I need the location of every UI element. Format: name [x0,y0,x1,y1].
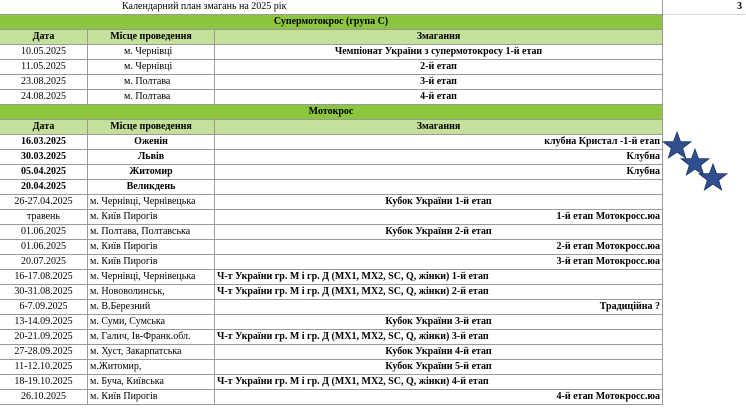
event-cell[interactable]: Ч-т України гр. М і гр. Д (МХ1, МХ2, SC, Q, жінки) 2-й етап [215,285,663,300]
date-cell[interactable]: 24.08.2025 [0,90,88,105]
venue-cell[interactable]: м. Чернівці, Чернівецька [88,195,215,210]
column-header-venue[interactable]: Місце проведення [88,120,215,135]
event-cell[interactable]: Традиційна ? [215,300,663,315]
motocross-section-header [0,105,663,120]
event-cell[interactable]: Ч-т України гр. М і гр. Д (МХ1, МХ2, SC, Q, жінки) 1-й етап [215,270,663,285]
event-cell[interactable]: Клубна [215,165,663,180]
venue-cell[interactable]: м. Чернівці, Чернівецька [88,270,215,285]
table-row [0,330,663,345]
venue-cell[interactable]: м. Полтава [88,75,215,90]
table-row [0,90,663,105]
table-row [0,135,663,150]
page-number[interactable]: 3 [663,0,746,15]
event-cell[interactable]: 3-й етап Мотокросс.юа [215,255,663,270]
event-cell[interactable]: 2-й етап [215,60,663,75]
date-cell[interactable]: 01.06.2025 [0,225,88,240]
table-row [0,345,663,360]
date-cell[interactable]: травень [0,210,88,225]
date-cell[interactable]: 13-14.09.2025 [0,315,88,330]
date-cell[interactable]: 05.04.2025 [0,165,88,180]
table-row [0,75,663,90]
date-cell[interactable]: 20.07.2025 [0,255,88,270]
date-cell[interactable]: 16-17.08.2025 [0,270,88,285]
venue-cell[interactable]: м. Чернівці [88,60,215,75]
venue-cell[interactable]: м. Нововолинськ, [88,285,215,300]
supermoto-column-headers [0,30,663,45]
event-cell[interactable]: Кубок України 4-й етап [215,345,663,360]
event-cell[interactable]: Кубок України 3-й етап [215,315,663,330]
date-cell[interactable]: 30.03.2025 [0,150,88,165]
venue-cell[interactable]: м. Буча, Київська [88,375,215,390]
venue-cell[interactable]: м. Галич, Ів-Франк.обл. [88,330,215,345]
table-row [0,255,663,270]
venue-cell[interactable]: м. В.Березний [88,300,215,315]
table-row [0,195,663,210]
star-icon [698,163,728,191]
date-cell[interactable]: 18-19.10.2025 [0,375,88,390]
venue-cell[interactable]: м. Київ Пирогів [88,255,215,270]
table-row [0,375,663,390]
date-cell[interactable]: 23.08.2025 [0,75,88,90]
event-cell[interactable]: Кубок України 5-й етап [215,360,663,375]
venue-cell[interactable]: Житомир [88,165,215,180]
event-cell[interactable]: клубна Кристал -1-й етап [215,135,663,150]
table-row [0,285,663,300]
column-header-venue[interactable]: Місце проведення [88,30,215,45]
venue-cell[interactable]: Оженін [88,135,215,150]
table-row [0,315,663,330]
event-cell[interactable]: 4-й етап [215,90,663,105]
venue-cell[interactable]: м. Київ Пирогів [88,240,215,255]
venue-cell[interactable]: м. Полтава [88,90,215,105]
page-title[interactable]: Календарний план змагань на 2025 рік [0,0,663,15]
event-cell[interactable] [215,180,663,195]
table-row [0,270,663,285]
venue-cell[interactable]: Львів [88,150,215,165]
event-cell[interactable]: Ч-т України гр. М і гр. Д (МХ1, МХ2, SC, Q, жінки) 4-й етап [215,375,663,390]
table-row [0,300,663,315]
date-cell[interactable]: 26-27.04.2025 [0,195,88,210]
venue-cell[interactable]: м. Чернівці [88,45,215,60]
event-cell[interactable]: Клубна [215,150,663,165]
date-cell[interactable]: 26.10.2025 [0,390,88,405]
motocross-section-title[interactable]: Мотокрос [0,105,663,120]
table-row [0,390,663,405]
venue-cell[interactable]: м. Суми, Сумська [88,315,215,330]
date-cell[interactable]: 11.05.2025 [0,60,88,75]
event-cell[interactable]: Кубок України 2-й етап [215,225,663,240]
table-row [0,60,663,75]
supermoto-section-header [0,15,663,30]
event-cell[interactable]: 1-й етап Мотокросс.юа [215,210,663,225]
venue-cell[interactable]: м. Київ Пирогів [88,210,215,225]
event-cell[interactable]: Ч-т України гр. М і гр. Д (МХ1, МХ2, SC, Q, жінки) 3-й етап [215,330,663,345]
date-cell[interactable]: 11-12.10.2025 [0,360,88,375]
supermoto-section-title[interactable]: Супермотокрос (група С) [0,15,663,30]
event-cell[interactable]: Кубок України 1-й етап [215,195,663,210]
date-cell[interactable]: 30-31.08.2025 [0,285,88,300]
column-header-event[interactable]: Змагання [215,120,663,135]
date-cell[interactable]: 01.06.2025 [0,240,88,255]
date-cell[interactable]: 16.03.2025 [0,135,88,150]
table-row [0,45,663,60]
venue-cell[interactable]: м. Полтава, Полтавська [88,225,215,240]
date-cell[interactable]: 6-7.09.2025 [0,300,88,315]
table-row [0,225,663,240]
table-row [0,180,663,195]
table-row [0,165,663,180]
table-row [0,210,663,225]
column-header-event[interactable]: Змагання [215,30,663,45]
date-cell[interactable]: 20-21.09.2025 [0,330,88,345]
event-cell[interactable]: Чемпіонат України з супермотокросу 1-й етап [215,45,663,60]
event-cell[interactable]: 4-й етап Мотокросс.юа [215,390,663,405]
table-row [0,150,663,165]
venue-cell[interactable]: м. Київ Пирогів [88,390,215,405]
title-row [0,0,663,15]
table-row [0,360,663,375]
table-row [0,240,663,255]
column-header-date[interactable]: Дата [0,120,88,135]
venue-cell[interactable]: м.Житомир, [88,360,215,375]
date-cell[interactable]: 10.05.2025 [0,45,88,60]
date-cell[interactable]: 27-28.09.2025 [0,345,88,360]
event-cell[interactable]: 3-й етап [215,75,663,90]
event-cell[interactable]: 2-й етап Мотокросс.юа [215,240,663,255]
venue-cell[interactable]: Великдень [88,180,215,195]
venue-cell[interactable]: м. Хуст, Закарпатська [88,345,215,360]
date-cell[interactable]: 20.04.2025 [0,180,88,195]
column-header-date[interactable]: Дата [0,30,88,45]
motocross-column-headers [0,120,663,135]
